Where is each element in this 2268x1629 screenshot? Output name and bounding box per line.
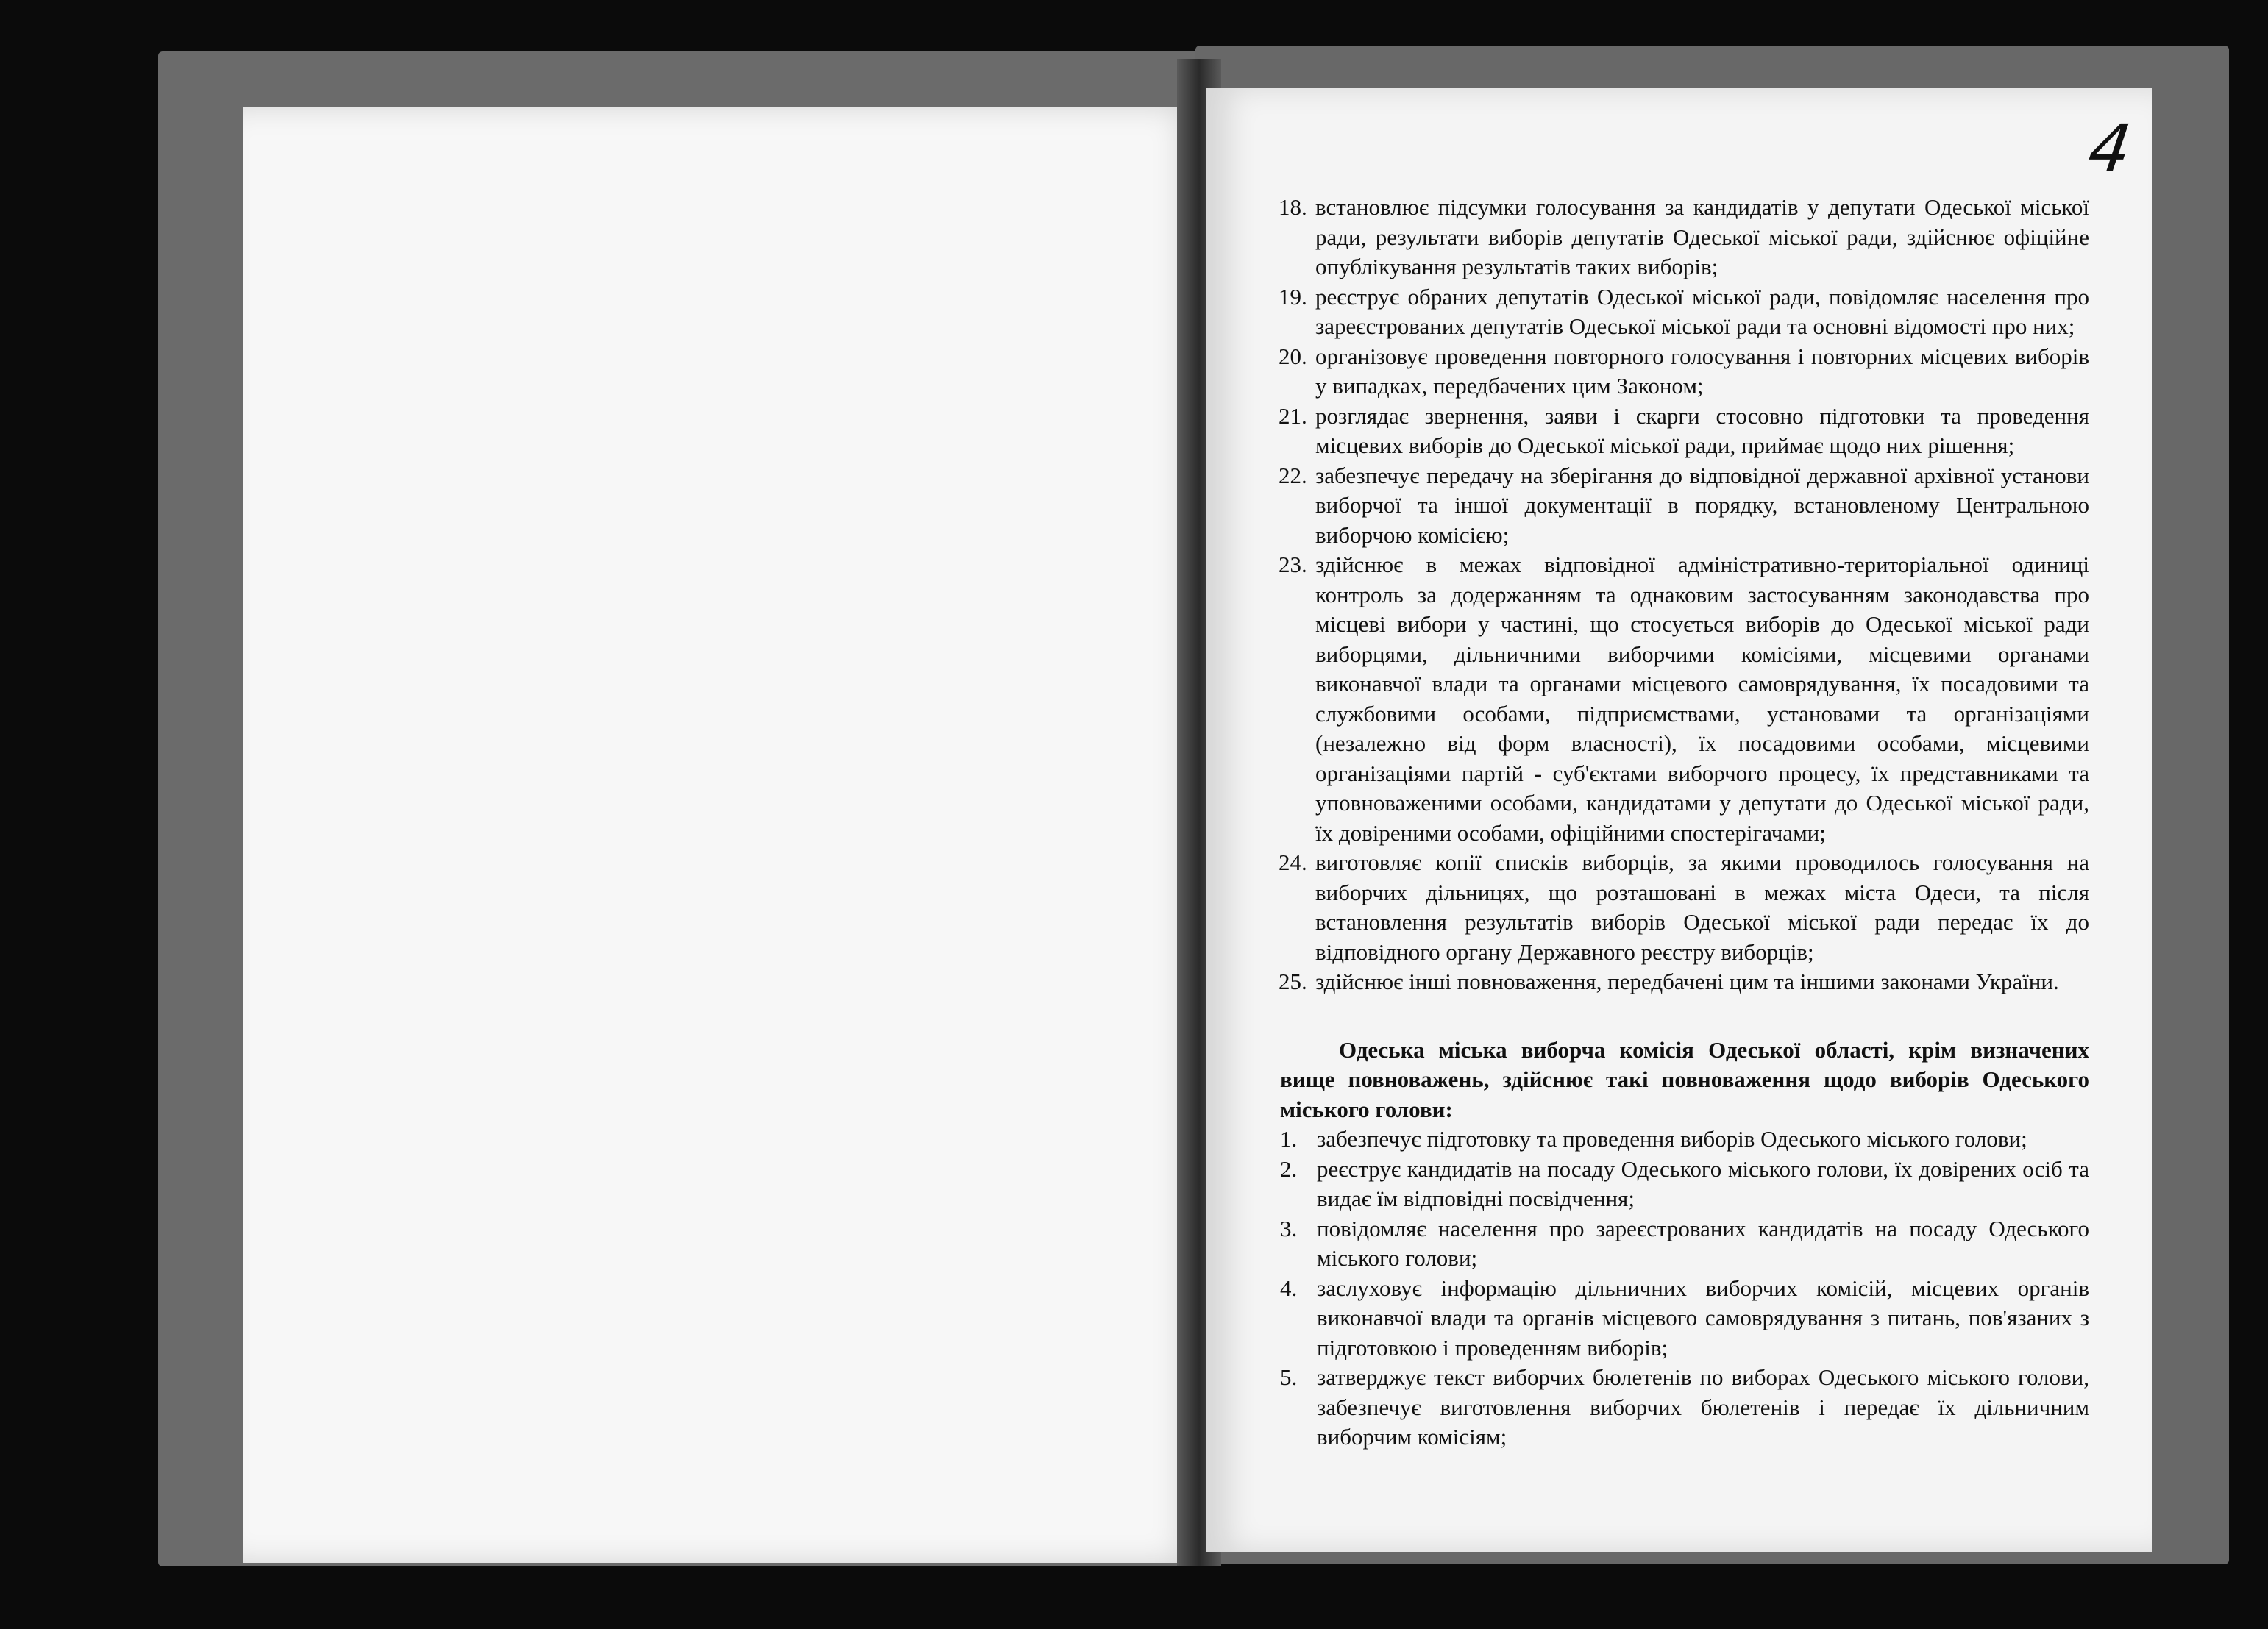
item-text: затверджує текст виборчих бюлетенів по виборах Одеського міського голови, забезпечує виготовлення виборчих бюлетенів і передає їх дільничним виборчим комісіям; (1317, 1364, 2089, 1450)
item-number: 2. (1280, 1155, 1298, 1182)
list-item (1280, 282, 2089, 342)
item-text: здійснює інші повноваження, передбачені цим та іншими законами України. (1315, 969, 2059, 994)
item-text: виготовляє копії списків виборців, за якими проводилось голосування на виборчих дільницях, що розташовані в межах міста Одеси, та після встановлення результатів виборів Одеської міської ради передає їх до відповідного органу Державного реєстру виборців; (1315, 849, 2089, 965)
commission-powers-list (1280, 193, 2089, 997)
list-item (1280, 1124, 2089, 1155)
item-text: повідомляє населення про зареєстрованих кандидатів на посаду Одеського міського голови; (1317, 1215, 2089, 1271)
mayor-section-heading: Одеська міська виборча комісія Одеської області, крім визначених вище повноважень, здійснює такі повноваження щодо виборів Одеського міського голови: (1280, 1036, 2089, 1122)
list-item (1280, 1214, 2089, 1274)
list-item (1280, 1155, 2089, 1214)
item-text: розглядає звернення, заяви і скарги стосовно підготовки та проведення місцевих виборів до Одеської міської ради, приймає щодо них рішення; (1315, 402, 2089, 458)
item-number: 20. (1279, 343, 1307, 369)
item-number: 3. (1280, 1215, 1298, 1241)
item-number: 23. (1279, 552, 1307, 577)
list-item (1280, 1274, 2089, 1364)
item-text: забезпечує підготовку та проведення виборів Одеського міського голови; (1317, 1126, 2027, 1152)
list-item (1280, 967, 2089, 997)
item-number: 24. (1279, 849, 1307, 875)
item-text: здійснює в межах відповідної адміністративно-територіальної одиниці контроль за додержанням та однаковим застосуванням законодавства про місцеві вибори у частині, що стосується виборів до Одеської міської ради виборцями, дільничними виборчими комісіями, місцевими органами виконавчої влади та органами місцевого самоврядування, їх посадовими та службовими особами, підприємствами, установами та організаціями (незалежно від форм власності), їх посадовими особами, місцевими організаціями партій - суб'єктами виборчого процесу, їх представниками та уповноваженими особами, кандидатами у депутати до Одеської міської ради, їх довіреними особами, офіційними спостерігачами; (1315, 552, 2089, 846)
item-text: встановлює підсумки голосування за кандидатів у депутати Одеської міської ради, результати виборів депутатів Одеської міської ради, здійснює офіційне опублікування результатів таких виборів; (1315, 194, 2089, 279)
item-number: 22. (1279, 462, 1307, 488)
mayor-powers-list (1280, 1124, 2089, 1452)
item-text: реєструє кандидатів на посаду Одеського міського голови, їх довірених осіб та видає їм відповідні посвідчення; (1317, 1155, 2089, 1211)
list-item (1280, 550, 2089, 848)
item-number: 25. (1279, 969, 1307, 994)
item-text: реєструє обраних депутатів Одеської міської ради, повідомляє населення про зареєстрованих депутатів Одеської міської ради та основні відомості про них; (1315, 283, 2089, 339)
item-number: 18. (1279, 194, 1307, 220)
item-text: забезпечує передачу на зберігання до відповідної державної архівної установи виборчої та іншої документації в порядку, встановленому Центральною виборчою комісією; (1315, 462, 2089, 548)
handwritten-page-number: 4 (2083, 110, 2136, 186)
list-item (1280, 193, 2089, 282)
item-text: заслуховує інформацію дільничних виборчих комісій, місцевих органів виконавчої влади та органів місцевого самоврядування з питань, пов'язаних з підготовкою і проведенням виборів; (1317, 1275, 2089, 1361)
list-item (1280, 848, 2089, 967)
document-text (1280, 193, 2089, 1452)
item-text: організовує проведення повторного голосування і повторних місцевих виборів у випадках, передбачених цим Законом; (1315, 343, 2089, 399)
left-page (243, 107, 1203, 1563)
list-item (1280, 342, 2089, 402)
item-number: 21. (1279, 402, 1307, 429)
item-number: 4. (1280, 1275, 1298, 1301)
item-number: 19. (1279, 283, 1307, 310)
list-item (1280, 402, 2089, 461)
item-number: 1. (1280, 1126, 1298, 1152)
list-item (1280, 461, 2089, 551)
item-number: 5. (1280, 1364, 1298, 1390)
list-item (1280, 1363, 2089, 1452)
